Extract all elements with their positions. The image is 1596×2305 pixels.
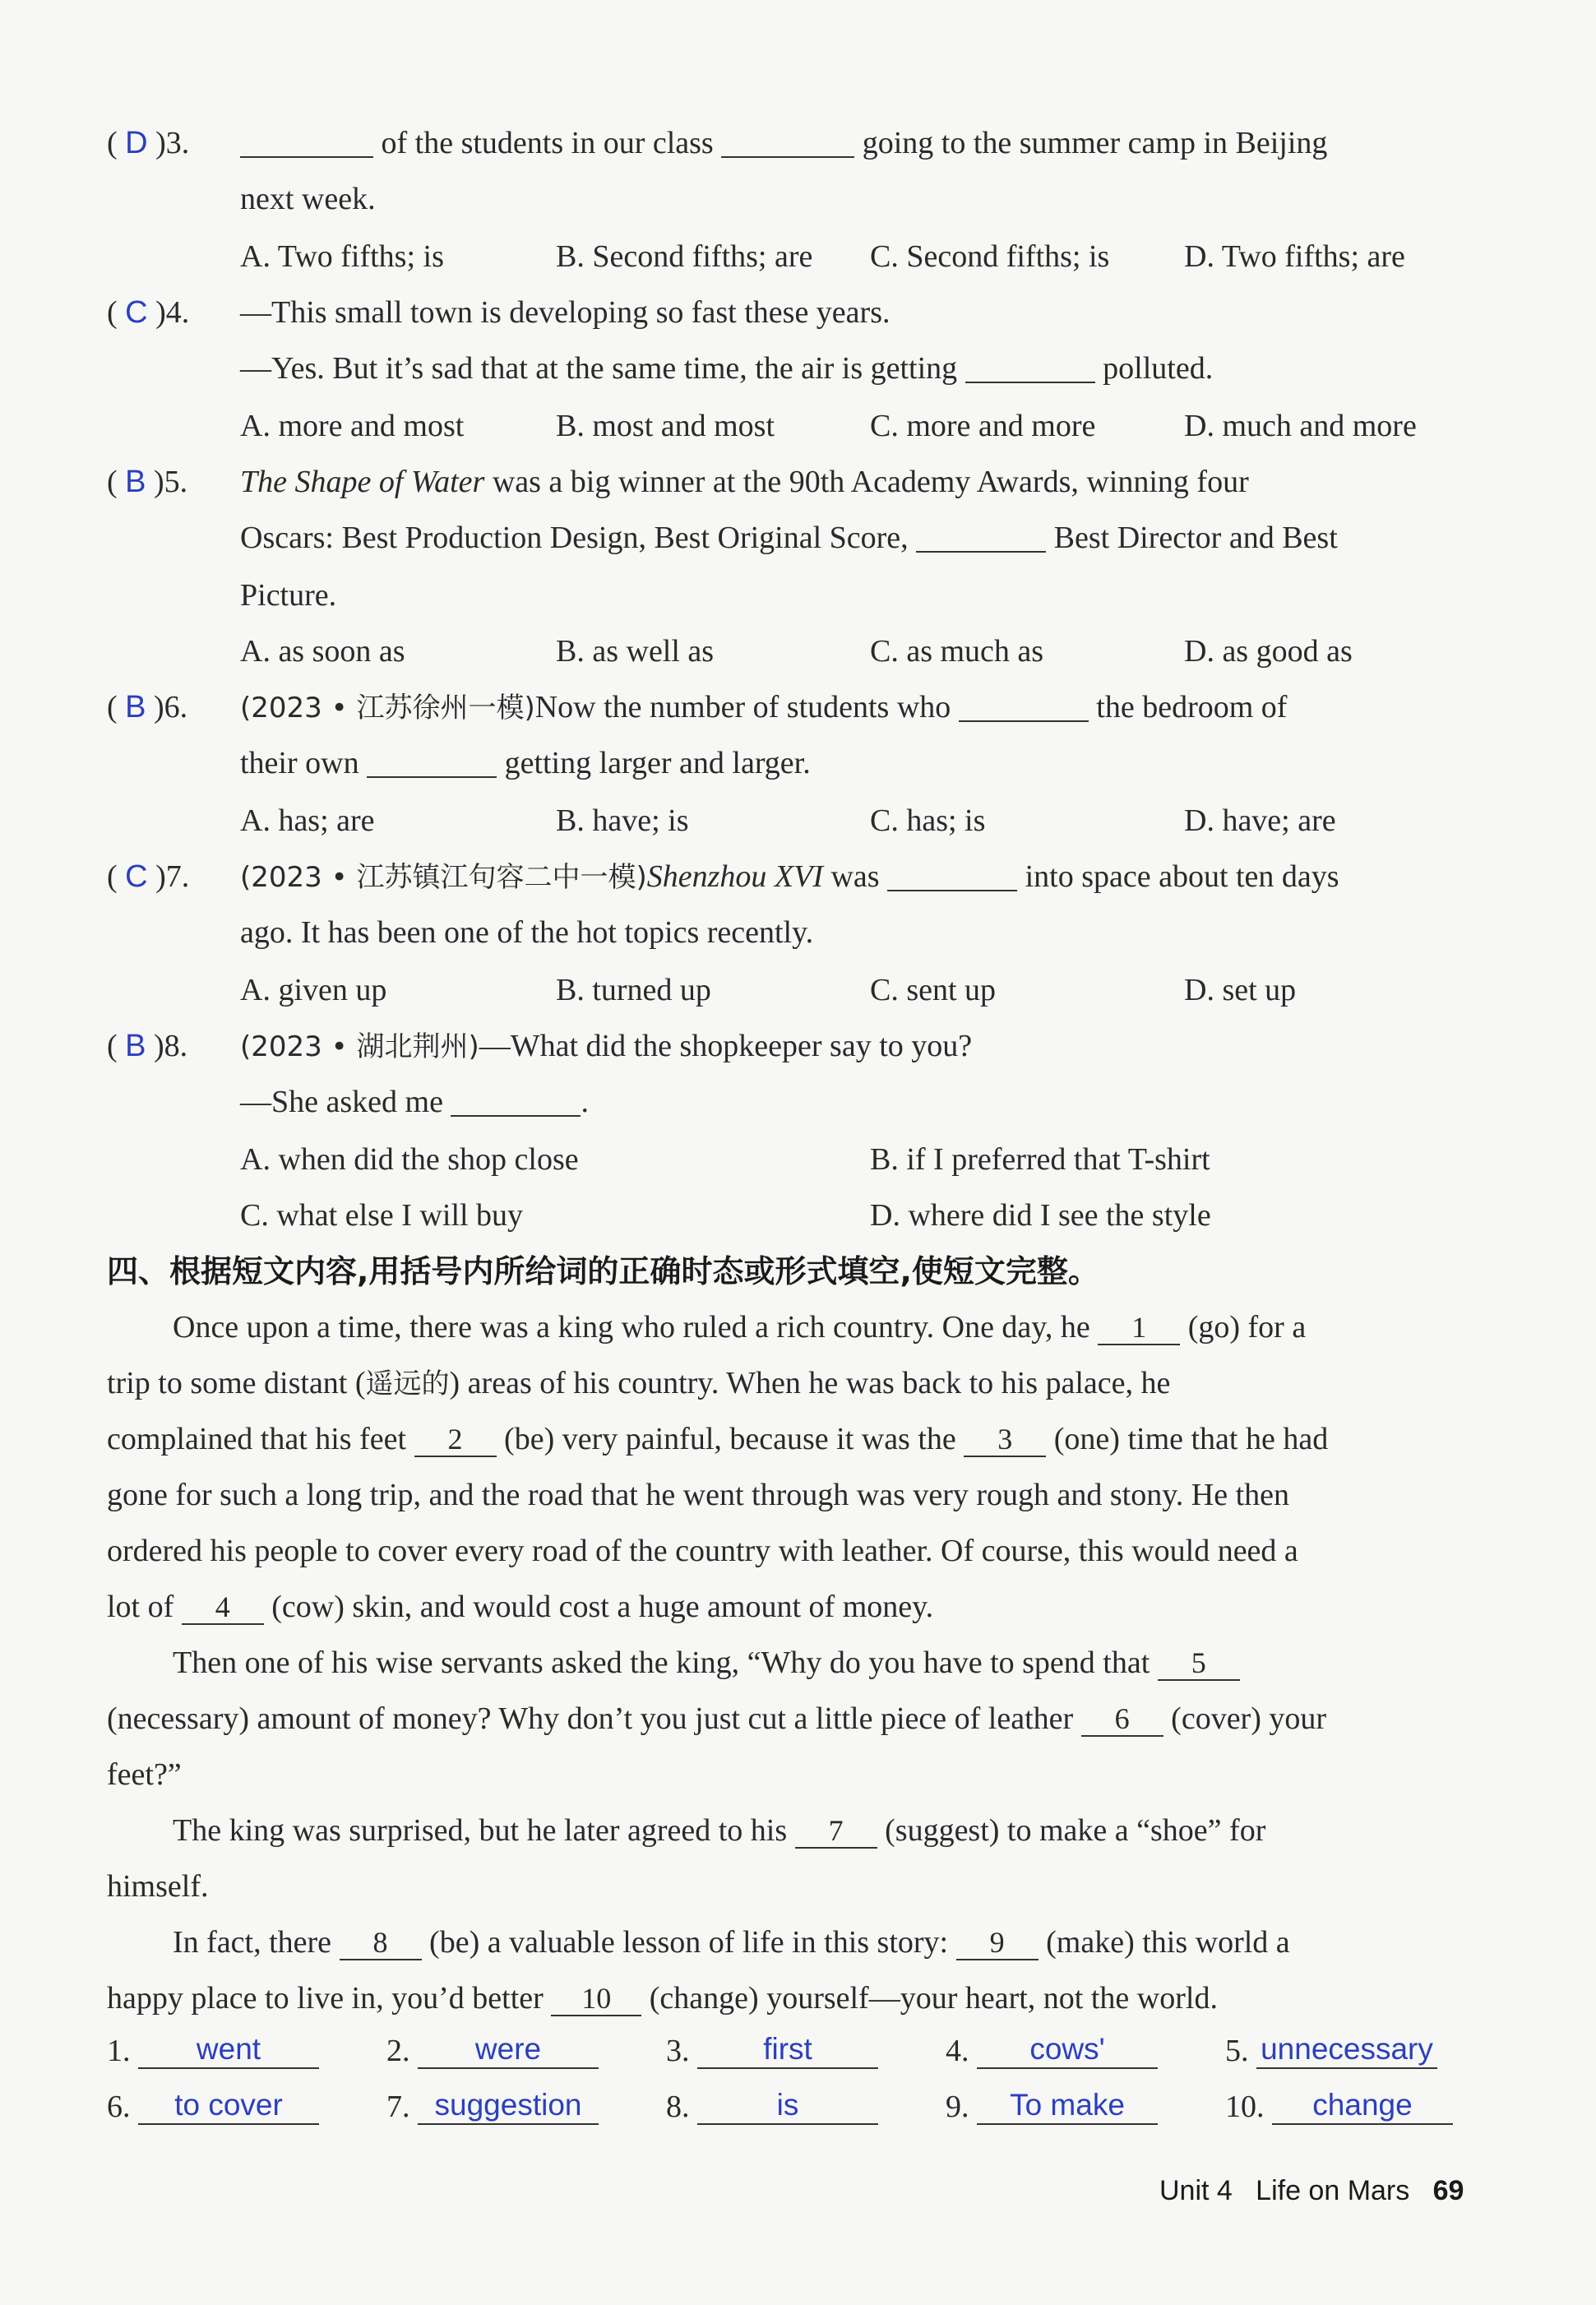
blank[interactable]: 6 bbox=[1081, 1702, 1163, 1737]
option-c: C. more and more bbox=[870, 409, 1096, 443]
answer-9: 9. To make bbox=[946, 2087, 1158, 2127]
answer-1: 1. went bbox=[107, 2031, 319, 2071]
passage-line-6: lot of 4 (cow) skin, and would cost a huge amount of money. bbox=[107, 1590, 934, 1624]
question-5-stem: The Shape of Water was a big winner at the 90th Academy Awards, winning four bbox=[240, 465, 1249, 499]
question-4-answer: ( C )4. bbox=[107, 295, 190, 330]
blank[interactable]: 4 bbox=[182, 1590, 264, 1625]
passage-line-2: trip to some distant (遥远的) areas of his country. When he was back to his palace, he bbox=[107, 1366, 1171, 1400]
question-6-stem-cont: their own getting larger and larger. bbox=[240, 746, 811, 780]
option-a: A. as soon as bbox=[240, 634, 405, 669]
option-d: D. Two fifths; are bbox=[1184, 239, 1405, 274]
option-d: D. as good as bbox=[1184, 634, 1353, 669]
question-3-answer: ( D )3. bbox=[107, 126, 190, 160]
question-7-stem-cont: ago. It has been one of the hot topics recently. bbox=[240, 915, 814, 950]
blank[interactable] bbox=[965, 352, 1095, 383]
answer-field[interactable]: cows' bbox=[977, 2031, 1158, 2069]
blank[interactable] bbox=[721, 127, 854, 158]
option-b: B. have; is bbox=[556, 803, 689, 838]
answer-field[interactable]: to cover bbox=[138, 2087, 319, 2125]
answer-8: 8. is bbox=[666, 2087, 878, 2127]
passage-line-12: In fact, there 8 (be) a valuable lesson of life in this story: 9 (make) this world a bbox=[173, 1925, 1290, 1960]
answer-field[interactable]: went bbox=[138, 2031, 319, 2069]
option-d: D. much and more bbox=[1184, 409, 1417, 443]
question-5-stem-cont2: Picture. bbox=[240, 578, 337, 613]
option-c: C. as much as bbox=[870, 634, 1044, 669]
option-b: B. Second fifths; are bbox=[556, 239, 813, 274]
passage-line-9: feet?” bbox=[107, 1757, 182, 1792]
section-4-title: 四、根据短文内容,用括号内所给词的正确时态或形式填空,使短文完整。 bbox=[107, 1253, 1099, 1289]
option-d: D. set up bbox=[1184, 973, 1297, 1007]
answer-field[interactable]: suggestion bbox=[418, 2087, 599, 2125]
passage-line-5: ordered his people to cover every road of the country with leather. Of course, this would need a bbox=[107, 1534, 1298, 1568]
passage-line-4: gone for such a long trip, and the road that he went through was very rough and stony. He then bbox=[107, 1478, 1290, 1512]
answer-5: 5. unnecessary bbox=[1225, 2031, 1437, 2071]
passage-line-10: The king was surprised, but he later agreed to his 7 (suggest) to make a “shoe” for bbox=[173, 1813, 1266, 1848]
passage-line-3: complained that his feet 2 (be) very painful, because it was the 3 (one) time that he had bbox=[107, 1422, 1329, 1456]
option-c: C. Second fifths; is bbox=[870, 239, 1110, 274]
option-c: C. sent up bbox=[870, 973, 997, 1007]
answer-4: 4. cows' bbox=[946, 2031, 1158, 2071]
option-b: B. turned up bbox=[556, 973, 711, 1007]
blank[interactable] bbox=[240, 127, 373, 158]
question-5-stem-cont: Oscars: Best Production Design, Best Original Score, Best Director and Best bbox=[240, 521, 1338, 555]
passage-line-13: happy place to live in, you’d better 10 (change) yourself—your heart, not the world. bbox=[107, 1981, 1218, 2016]
passage-line-8: (necessary) amount of money? Why don’t you just cut a little piece of leather 6 (cover) your bbox=[107, 1701, 1327, 1736]
answer-field[interactable]: To make bbox=[977, 2087, 1158, 2125]
blank[interactable] bbox=[916, 521, 1046, 553]
blank[interactable] bbox=[959, 691, 1089, 722]
option-b: B. most and most bbox=[556, 409, 775, 443]
question-5-answer: ( B )5. bbox=[107, 465, 188, 499]
question-7-stem: (2023 • 江苏镇江句容二中一模)Shenzhou XVI was into space about ten days bbox=[240, 859, 1339, 894]
option-a: A. when did the shop close bbox=[240, 1142, 579, 1177]
blank[interactable]: 1 bbox=[1098, 1311, 1180, 1345]
blank[interactable]: 10 bbox=[551, 1982, 641, 2016]
option-b: B. if I preferred that T-shirt bbox=[870, 1142, 1210, 1177]
blank[interactable] bbox=[451, 1085, 581, 1117]
answer-field[interactable]: is bbox=[697, 2087, 878, 2125]
page-number: 69 bbox=[1432, 2175, 1464, 2206]
blank[interactable]: 2 bbox=[414, 1423, 497, 1457]
blank[interactable]: 9 bbox=[956, 1926, 1039, 1960]
blank[interactable]: 5 bbox=[1158, 1646, 1240, 1681]
question-6-answer: ( B )6. bbox=[107, 690, 188, 724]
option-a: A. more and most bbox=[240, 409, 465, 443]
question-8-answer: ( B )8. bbox=[107, 1029, 188, 1063]
answer-7: 7. suggestion bbox=[386, 2087, 599, 2127]
question-8-stem: (2023 • 湖北荆州)—What did the shopkeeper say to you? bbox=[240, 1029, 973, 1063]
option-b: B. as well as bbox=[556, 634, 715, 669]
page-footer: Unit 4 Life on Mars 69 bbox=[1159, 2175, 1464, 2206]
answer-6: 6. to cover bbox=[107, 2087, 319, 2127]
blank[interactable] bbox=[367, 747, 497, 778]
option-c: C. has; is bbox=[870, 803, 986, 838]
answer-field[interactable]: first bbox=[697, 2031, 878, 2069]
question-3-stem-cont: next week. bbox=[240, 182, 376, 216]
option-c: C. what else I will buy bbox=[240, 1198, 524, 1233]
passage-line-11: himself. bbox=[107, 1869, 209, 1904]
answer-field[interactable]: unnecessary bbox=[1256, 2031, 1437, 2069]
answer-field[interactable]: change bbox=[1272, 2087, 1453, 2125]
answer-2: 2. were bbox=[386, 2031, 599, 2071]
option-d: D. have; are bbox=[1184, 803, 1336, 838]
answer-10: 10. change bbox=[1225, 2087, 1453, 2127]
question-4-stem: —This small town is developing so fast these years. bbox=[240, 295, 891, 330]
blank[interactable]: 8 bbox=[340, 1926, 422, 1960]
option-a: A. given up bbox=[240, 973, 387, 1007]
question-8-stem-cont: —She asked me . bbox=[240, 1085, 589, 1119]
passage-line-7: Then one of his wise servants asked the king, “Why do you have to spend that 5 bbox=[173, 1643, 1240, 1682]
blank[interactable]: 3 bbox=[964, 1423, 1046, 1457]
passage-line-1: Once upon a time, there was a king who ruled a rich country. One day, he 1 (go) for a bbox=[173, 1310, 1307, 1345]
blank[interactable]: 7 bbox=[795, 1814, 877, 1849]
answer-3: 3. first bbox=[666, 2031, 878, 2071]
blank[interactable] bbox=[887, 860, 1017, 891]
option-d: D. where did I see the style bbox=[870, 1198, 1211, 1233]
question-6-stem: (2023 • 江苏徐州一模)Now the number of students who the bedroom of bbox=[240, 690, 1288, 724]
answer-field[interactable]: were bbox=[418, 2031, 599, 2069]
question-7-answer: ( C )7. bbox=[107, 859, 190, 894]
question-4-stem-cont: —Yes. But it’s sad that at the same time, the air is getting polluted. bbox=[240, 351, 1214, 386]
question-3-stem: of the students in our class going to the summer camp in Beijing bbox=[240, 123, 1327, 163]
option-a: A. has; are bbox=[240, 803, 375, 838]
option-a: A. Two fifths; is bbox=[240, 239, 444, 274]
